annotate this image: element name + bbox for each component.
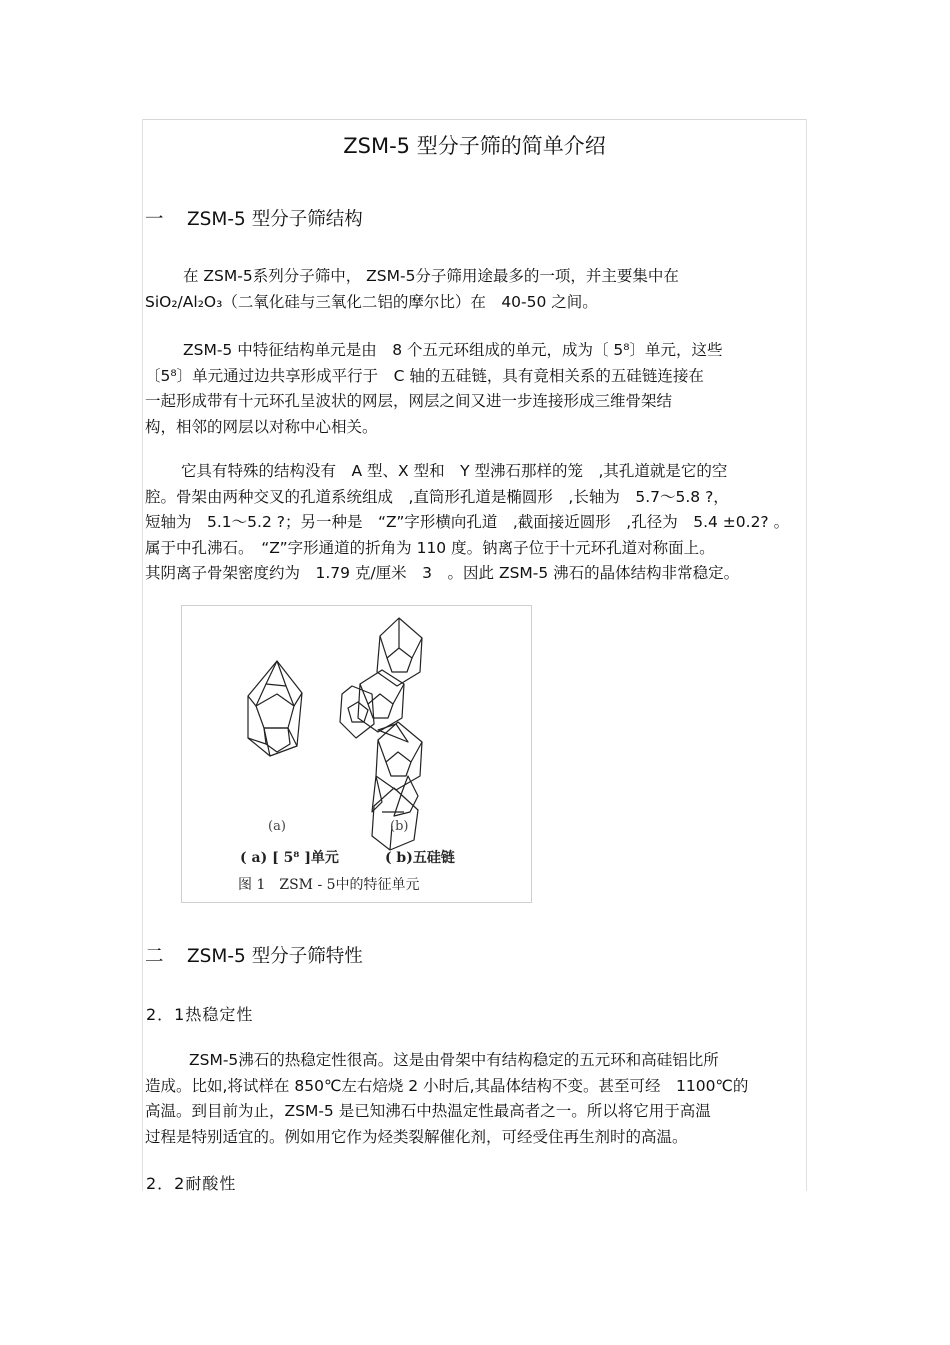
section-1-title: ZSM-5 型分子筛结构 — [187, 209, 363, 230]
text-line: 腔。骨架由两种交叉的孔道系统组成 ,直筒形孔道是椭圆形 ,长轴为 5.7～5.8 ?， — [145, 487, 729, 506]
section-2-number: 二 — [145, 946, 164, 967]
figure-1 — [181, 605, 532, 903]
text-line: 过程是特别适宜的。例如用它作为烃类裂解催化剂，可经受住再生剂时的高温。 — [145, 1127, 688, 1146]
section-1-paragraph-2 — [145, 338, 807, 440]
figure-caption: 图 1 ZSM - 5中的特征单元 — [238, 877, 420, 893]
figure-caption-b: ( b)五硅链 — [384, 850, 455, 866]
section-2-title: ZSM-5 型分子筛特性 — [187, 946, 363, 967]
section-1-paragraph-3 — [145, 459, 807, 587]
five-eight-unit-drawing — [248, 661, 302, 756]
section-1-heading — [145, 205, 363, 231]
section-2-paragraph-1 — [145, 1048, 807, 1150]
five-silicon-chain-drawing — [340, 618, 422, 850]
text-line: ZSM-5沸石的热稳定性很高。这是由骨架中有结构稳定的五元环和高硅铝比所 — [189, 1051, 719, 1069]
figure-subcaptions — [240, 847, 455, 867]
page-frame-left — [142, 119, 143, 1191]
text-line: 造成。比如,将试样在 850℃左右焙烧 2 小时后,其晶体结构不变。甚至可经 1100℃的 — [145, 1076, 749, 1095]
text-line: ZSM-5 中特征结构单元是由 8 个五元环组成的单元，成为〔 5⁸〕单元，这些 — [183, 341, 723, 359]
subsection-2-1-heading: 2．1热稳定性 — [146, 1005, 254, 1024]
section-1-number: 一 — [145, 209, 164, 230]
text-line: 构，相邻的网层以对称中心相关。 — [145, 417, 378, 436]
subsection-2-2-heading: 2．2耐酸性 — [146, 1174, 237, 1193]
text-line: 一起形成带有十元环孔呈波状的网层，网层之间又进一步连接形成三维骨架结 — [145, 392, 673, 410]
text-line: 〔5⁸〕单元通过边共享形成平行于 C 轴的五硅链，具有竟相关系的五硅链连接在 — [145, 366, 704, 385]
section-2-heading — [145, 942, 363, 968]
text-line: 它具有特殊的结构没有 A 型、X 型和 Y 型沸石那样的笼 ,其孔道就是它的空 — [181, 462, 728, 480]
text-line: 属于中孔沸石。 “Z”字形通道的折角为 110 度。钠离子位于十元环孔道对称面上。 — [145, 538, 715, 557]
figure-label-a: (a) — [268, 819, 286, 834]
text-line: 其阴离子骨架密度约为 1.79 克/厘米 3 。因此 ZSM-5 沸石的晶体结构非常稳定。 — [145, 564, 740, 582]
text-line: 高温。到目前为止，ZSM-5 是已知沸石中热温定性最高者之一。所以将它用于高温 — [145, 1102, 711, 1120]
section-1-paragraph-1 — [145, 264, 807, 315]
page-title: ZSM-5 型分子筛的简单介绍 — [343, 134, 606, 158]
figure-caption-a: ( a) [ 5⁸ ]单元 — [240, 850, 339, 866]
text-line: SiO₂/Al₂O₃（二氧化硅与三氧化二铝的摩尔比）在 40-50 之间。 — [145, 292, 598, 311]
text-line: 在 ZSM-5系列分子筛中， ZSM-5分子筛用途最多的一项，并主要集中在 — [183, 267, 679, 285]
figure-label-b: (b) — [390, 819, 409, 834]
text-line: 短轴为 5.1～5.2 ?；另一种是 “Z”字形横向孔道 ,截面接近圆形 ,孔径为 5.4 ±0.2? 。 — [145, 513, 790, 531]
page-frame-top — [142, 119, 807, 120]
